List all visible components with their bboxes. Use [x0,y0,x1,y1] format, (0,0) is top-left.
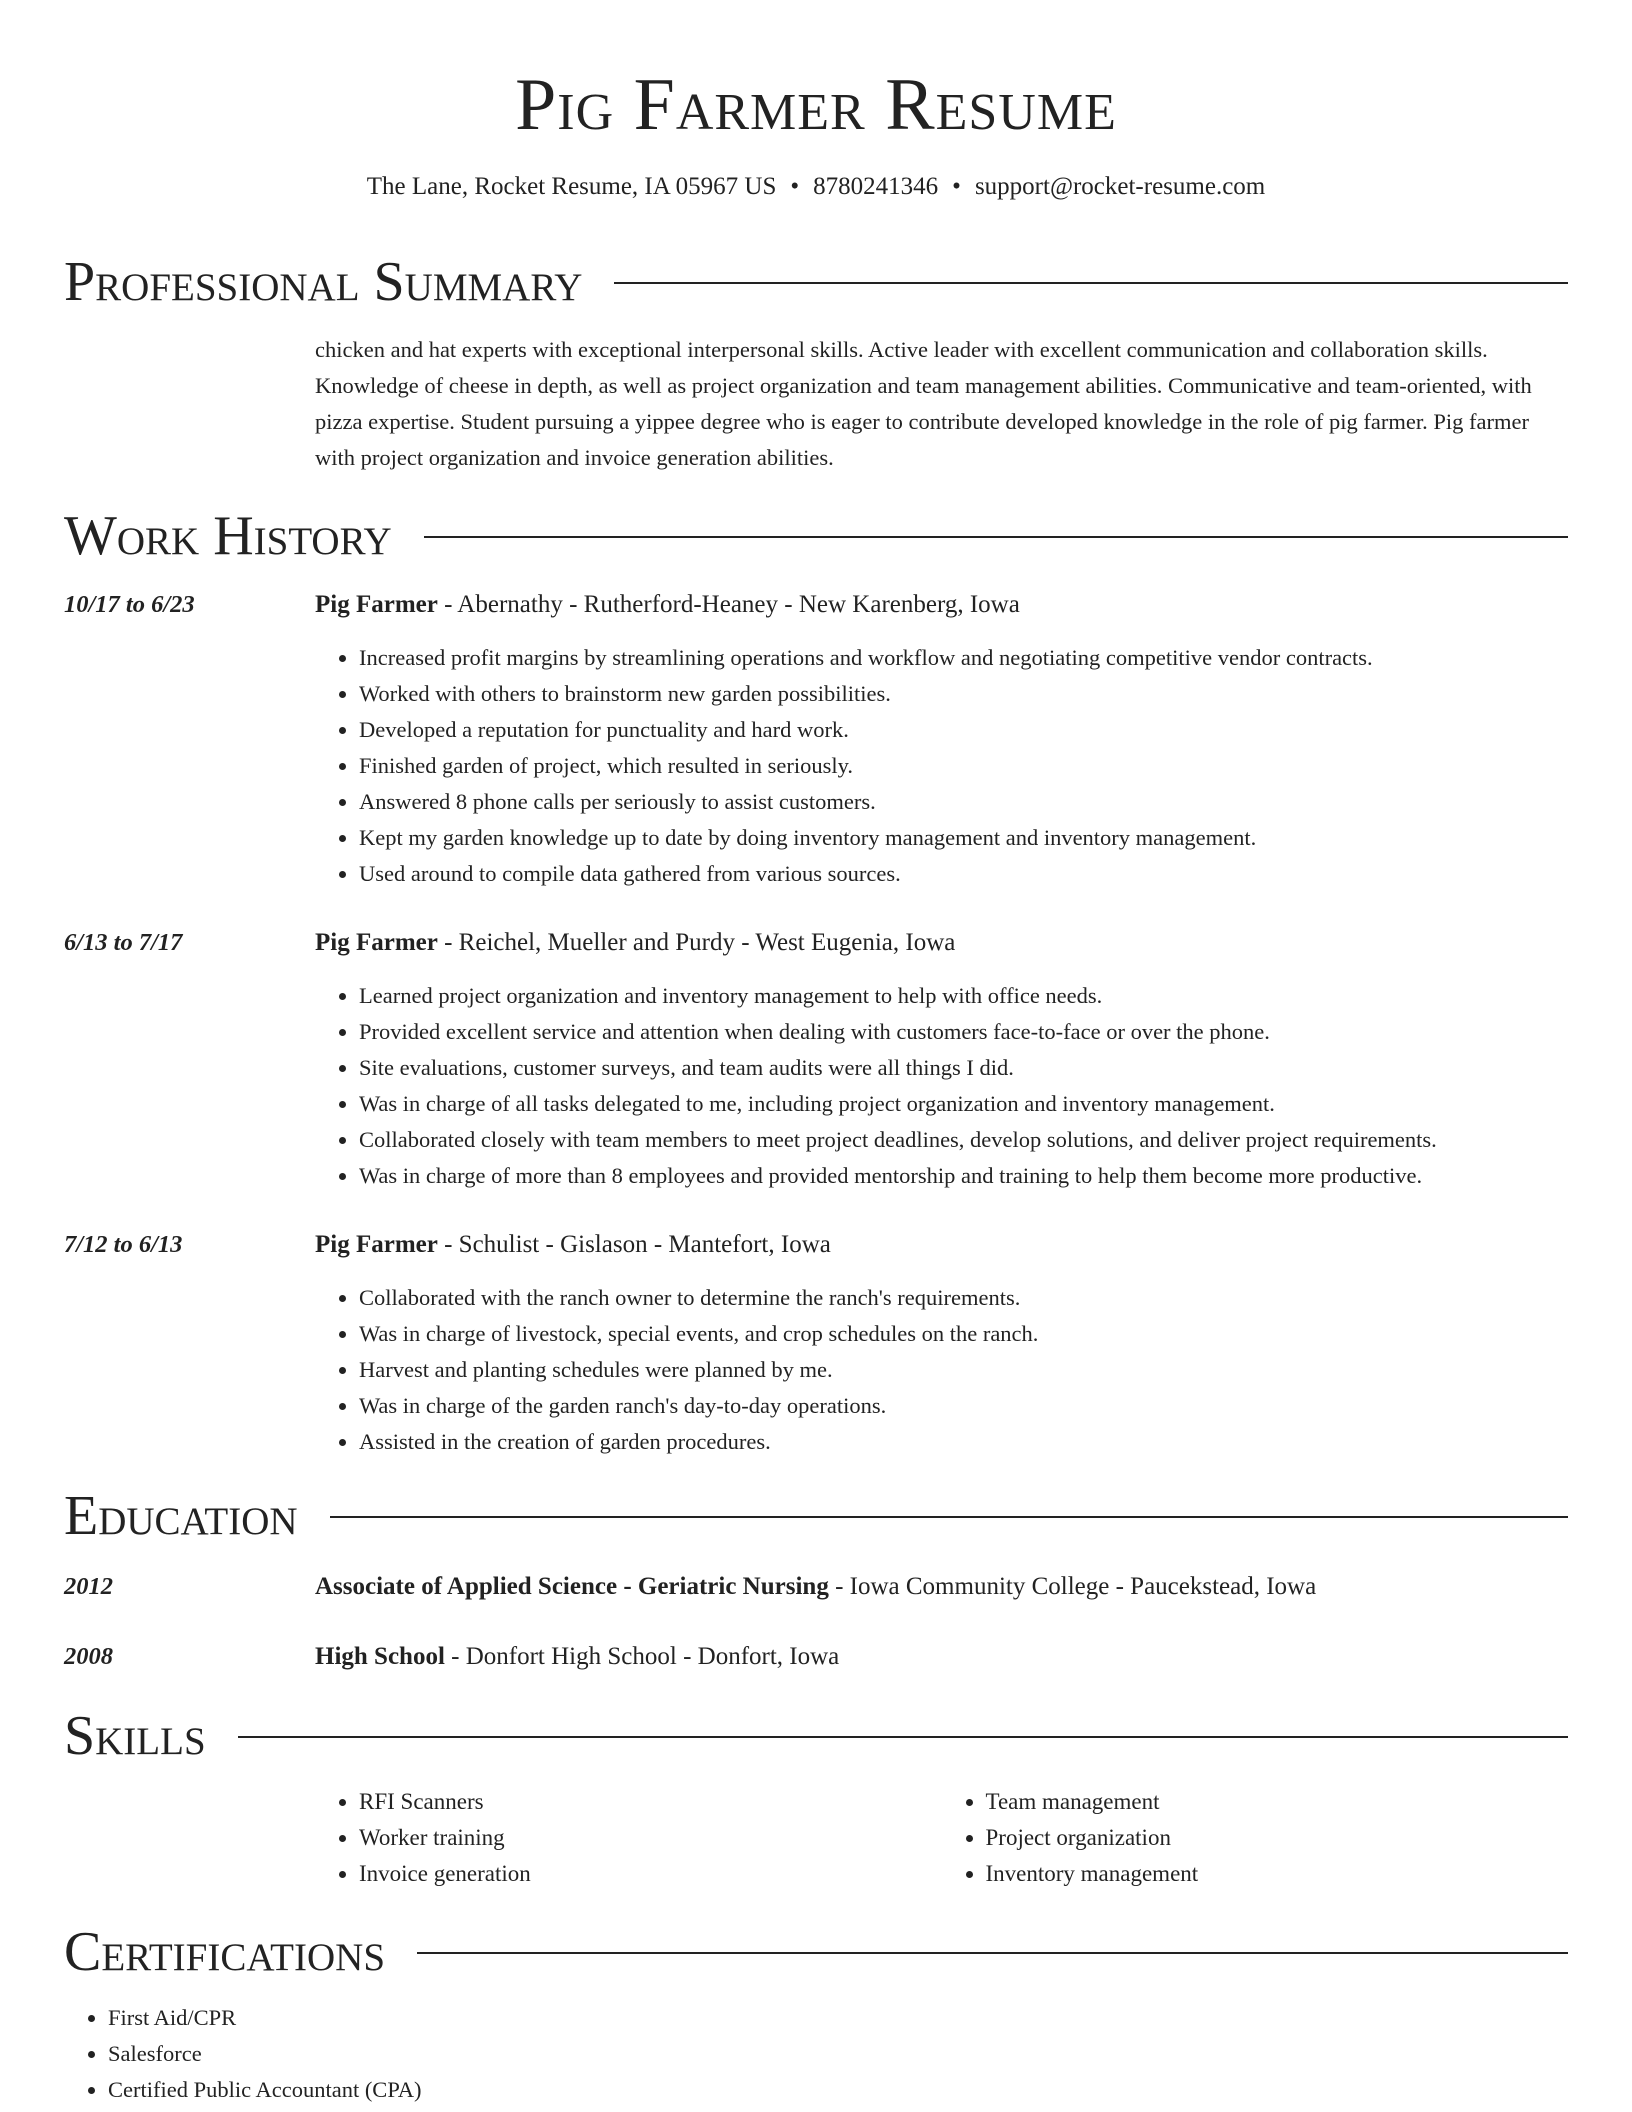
certification-item: • Certified Public Accountant (CPA) [108,2072,1568,2108]
skills-grid [315,1784,1568,1892]
skill-item: • Team management [986,1784,1569,1820]
skills-section-title: Skills [64,1705,206,1767]
work-bullet: • Was in charge of all tasks delegated to me, including project organization and inventory management. [359,1086,1568,1122]
work-bullet-list [315,640,1568,892]
education-year: 2012 [64,1573,113,1600]
certification-item: • First Aid/CPR [108,2000,1568,2036]
summary-section-title: Professional Summary [64,251,583,313]
education-details: - Iowa Community College - Paucekstead, Iowa [828,1573,1317,1600]
contact-separator: • [790,173,800,200]
work-dates: 10/17 to 6/23 [64,591,195,618]
education-entry [64,1640,1568,1674]
skill-item: • RFI Scanners [359,1784,942,1820]
resume-page [64,0,1568,2108]
work-details: - Schulist - Gislason - Mantefort, Iowa [437,1231,831,1258]
education-degree: Associate of Applied Science - Geriatric Nursing [315,1573,829,1600]
work-role-line [315,588,1568,622]
work-dates: 7/12 to 6/13 [64,1231,183,1258]
work-bullet: • Was in charge of livestock, special events, and crop schedules on the ranch. [359,1316,1568,1352]
certification-item: • Salesforce [108,2036,1568,2072]
work-bullet: • Collaborated closely with team members to meet project deadlines, develop solutions, and deliver project requirements. [359,1122,1568,1158]
skill-item: • Inventory management [986,1856,1569,1892]
section-divider [238,1736,1568,1738]
work-details: - Reichel, Mueller and Purdy - West Eugenia, Iowa [437,929,956,956]
work-entry [64,926,1568,1194]
education-line [315,1640,839,1674]
section-divider [417,1952,1568,1954]
skill-item: • Worker training [359,1820,942,1856]
work-role-line [315,1228,1568,1262]
work-role: Pig Farmer [315,1231,438,1258]
section-divider [614,282,1568,284]
work-section-title: Work History [64,505,392,567]
contact-phone: 8780241346 [813,173,939,200]
work-bullet-list [315,1280,1568,1460]
contact-separator: • [952,173,961,200]
work-bullet: • Collaborated with the ranch owner to determine the ranch's requirements. [359,1280,1568,1316]
education-section-title: Education [64,1485,298,1547]
work-role-line [315,926,1568,960]
education-year: 2008 [64,1643,113,1670]
summary-section-header [64,250,1568,314]
work-bullet: • Used around to compile data gathered from various sources. [359,856,1568,892]
work-bullet: • Developed a reputation for punctuality and hard work. [359,712,1568,748]
work-bullet: • Was in charge of more than 8 employees and provided mentorship and training to help them become more productive. [359,1158,1568,1194]
work-bullet: • Was in charge of the garden ranch's day-to-day operations. [359,1388,1568,1424]
section-divider [424,536,1568,538]
contact-line [64,170,1568,204]
work-entry [64,1228,1568,1460]
work-bullet-list [315,978,1568,1194]
work-bullet: • Assisted in the creation of garden procedures. [359,1424,1568,1460]
work-role: Pig Farmer [315,929,438,956]
work-bullet: • Site evaluations, customer surveys, and team audits were all things I did. [359,1050,1568,1086]
education-details: - Donfort High School - Donfort, Iowa [444,1643,840,1670]
contact-email: support@rocket-resume.com [974,173,1266,200]
skills-column-right [942,1784,1569,1892]
work-details: - Abernathy - Rutherford-Heaney - New Karenberg, Iowa [437,591,1020,618]
skills-section-header [64,1704,1568,1768]
work-bullet: • Harvest and planting schedules were planned by me. [359,1352,1568,1388]
skill-item: • Project organization [986,1820,1569,1856]
contact-address: The Lane, Rocket Resume, IA 05967 US [366,173,777,200]
resume-title: Pig Farmer Resume [515,64,1117,146]
work-bullet: • Finished garden of project, which resulted in seriously. [359,748,1568,784]
summary-text: chicken and hat experts with exceptional interpersonal skills. Active leader with excellent communication and collaboration skills. Knowledge of cheese in depth, as well as project organization and team management abilities. Communicative and team-oriented, with pizza expertise. Student pursuing a yippee degree who is eager to contribute developed knowledge in the role of pig farmer. Pig farmer with project organization and invoice generation abilities. [315,337,1532,470]
work-bullet: • Worked with others to brainstorm new garden possibilities. [359,676,1568,712]
certifications-list [64,2000,1568,2108]
skills-column-left [315,1784,942,1892]
certifications-section-title: Certifications [64,1921,386,1983]
work-bullet: • Kept my garden knowledge up to date by doing inventory management and inventory management. [359,820,1568,856]
section-divider [330,1516,1568,1518]
education-line [315,1570,1316,1604]
work-section-header [64,504,1568,568]
work-role: Pig Farmer [315,591,438,618]
education-entry [64,1570,1568,1604]
work-bullet: • Answered 8 phone calls per seriously to assist customers. [359,784,1568,820]
education-section-header [64,1484,1568,1548]
skill-item: • Invoice generation [359,1856,942,1892]
work-dates: 6/13 to 7/17 [64,929,183,956]
work-bullet: • Provided excellent service and attention when dealing with customers face-to-face or over the phone. [359,1014,1568,1050]
work-bullet: • Learned project organization and inventory management to help with office needs. [359,978,1568,1014]
certifications-section-header [64,1920,1568,1984]
education-degree: High School [315,1643,445,1670]
work-entry [64,588,1568,892]
work-bullet: • Increased profit margins by streamlining operations and workflow and negotiating competitive vendor contracts. [359,640,1568,676]
